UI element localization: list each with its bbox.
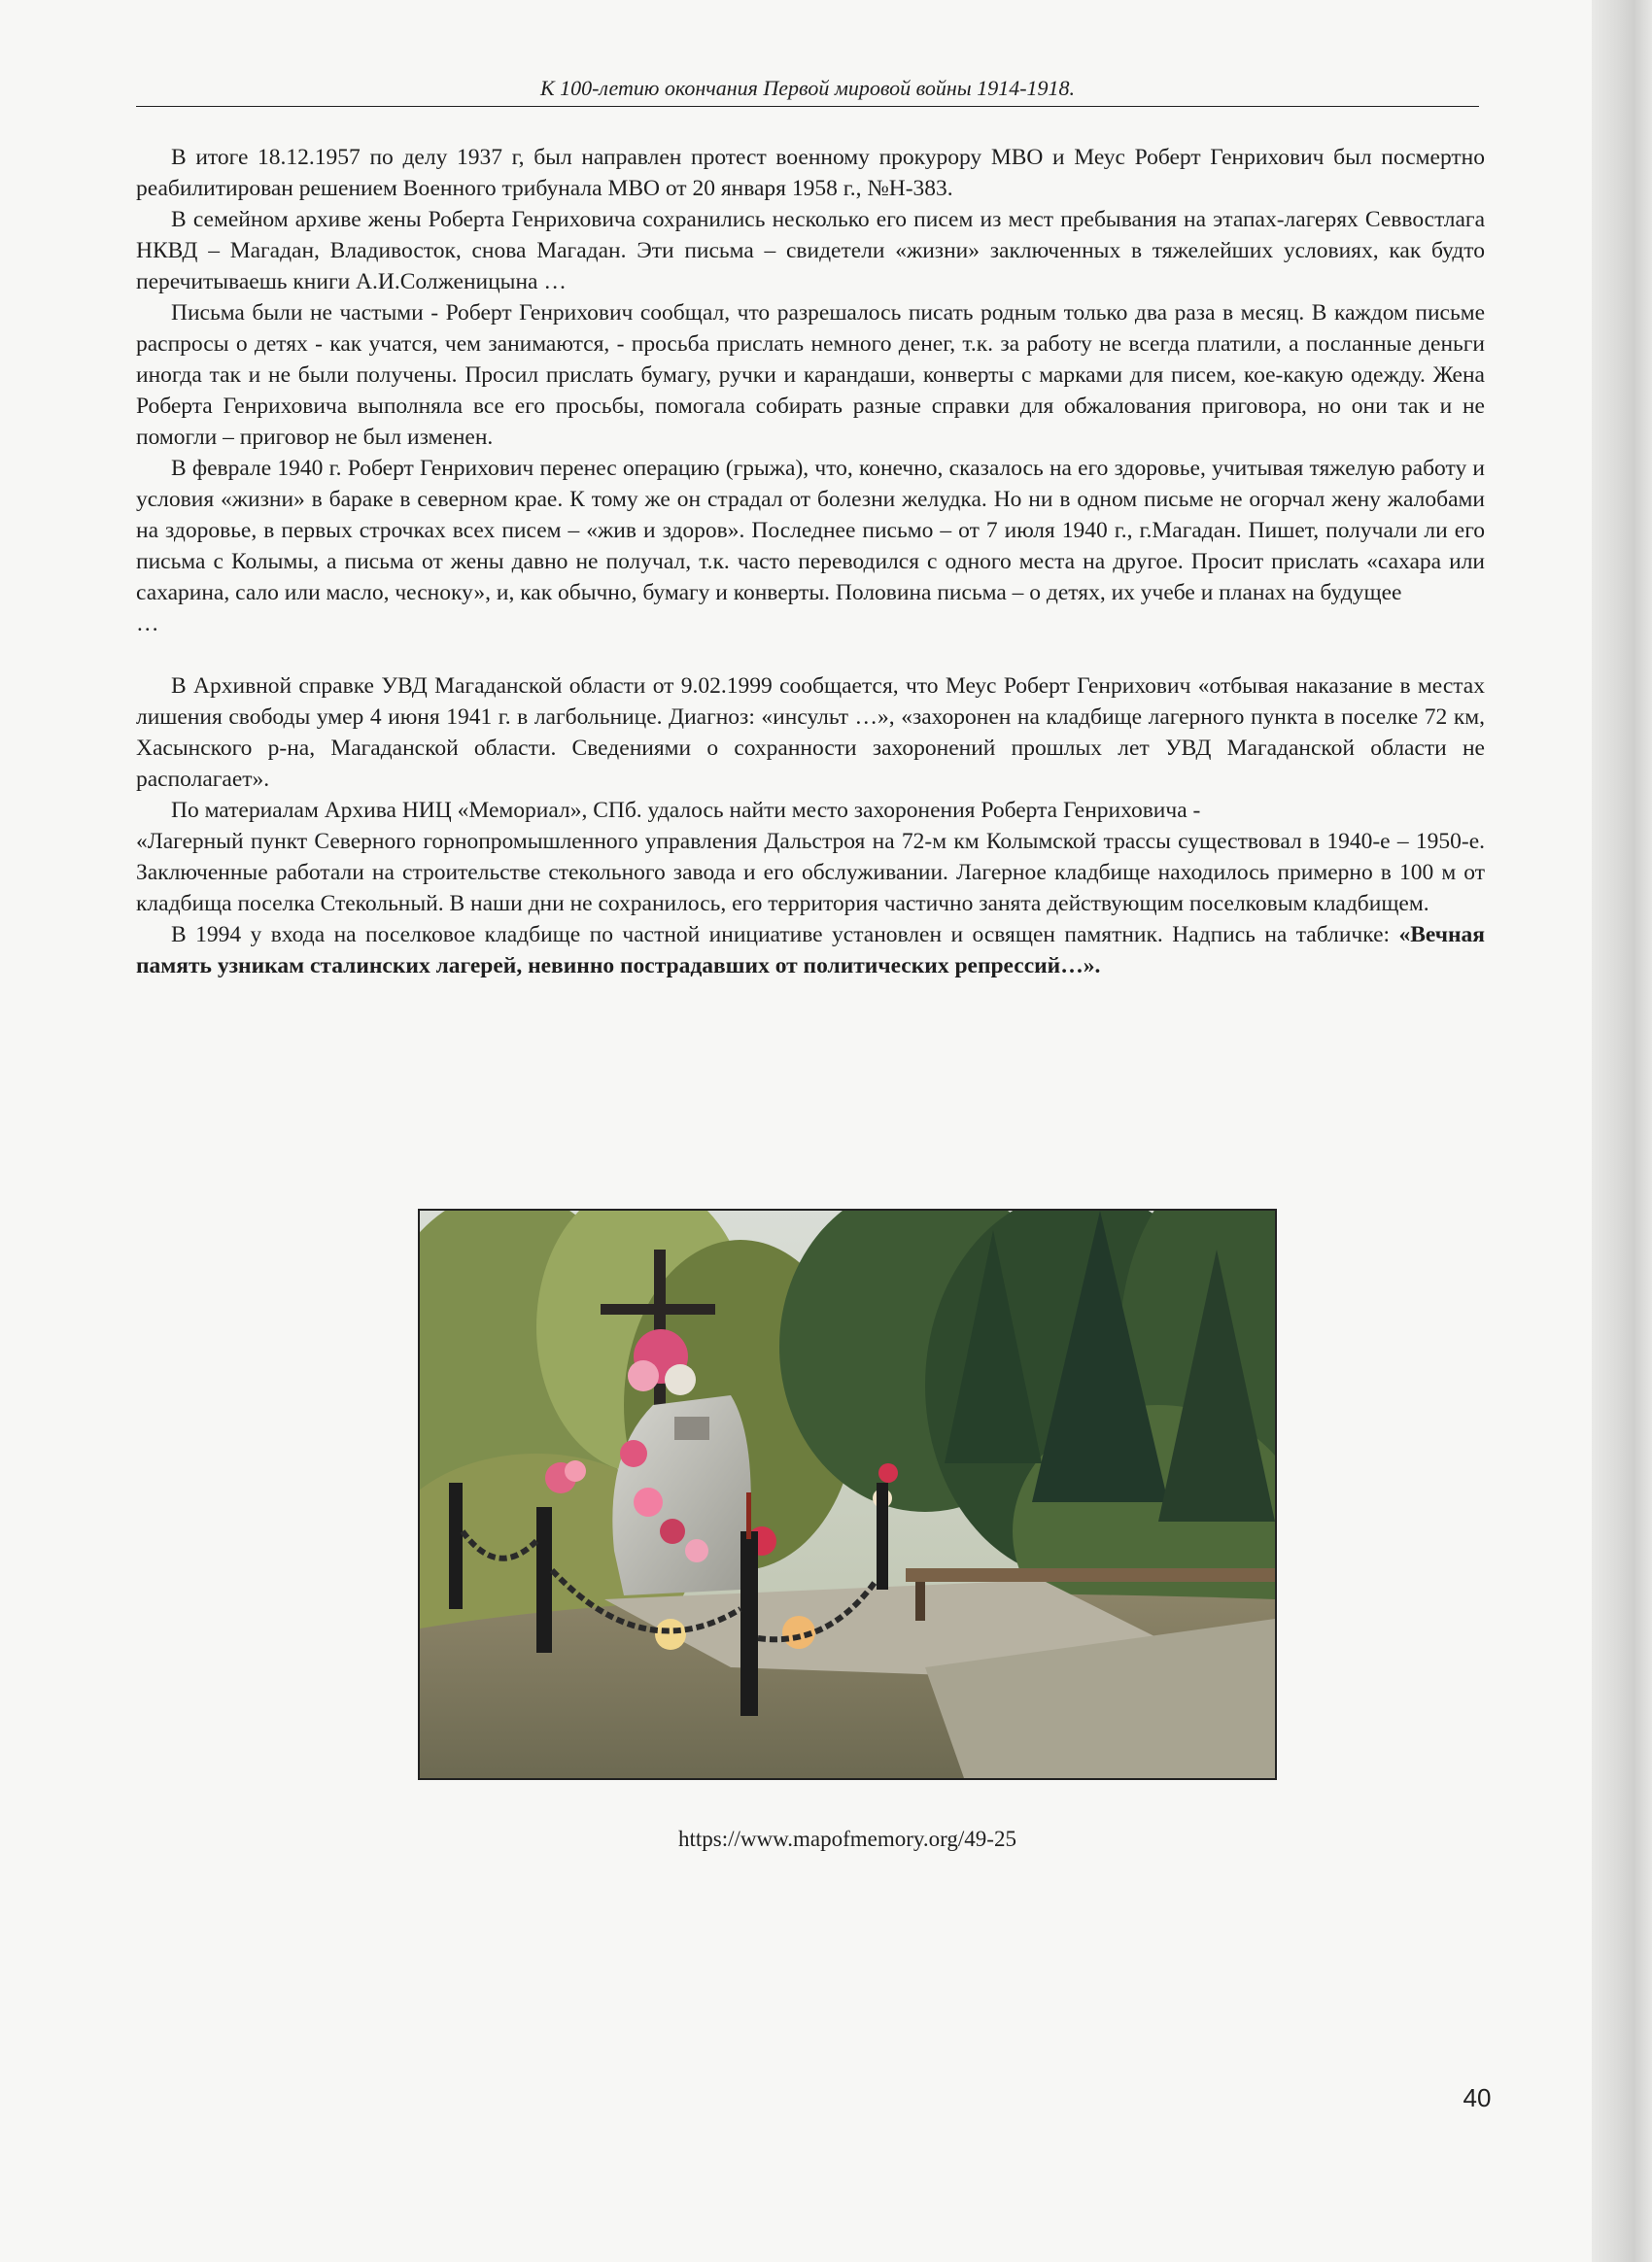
page-header [136, 74, 1479, 103]
page-edge-shadow [1592, 0, 1652, 2262]
photo-caption-url [418, 1825, 1277, 1854]
header-title: К 100-летию окончания Первой мировой войны 1914-1918. [539, 76, 1076, 100]
paragraph-quote: «Лагерный пункт Северного горнопромышленного управления Дальстроя на 72-м км Колымской трассы существовал в 1940-е – 1950-е. Заключенные работали на строительстве стекольного завода и его обслуживании. Лагерное кладбище находилось примерно в 100 м от кладбища поселка Стекольный. В наши дни не сохранилось, его территория частично занята действующим поселковым кладбищем. [136, 829, 1485, 916]
paragraph: В феврале 1940 г. Роберт Генрихович перенес операцию (грыжа), что, конечно, сказалось на его здоровье, учитывая тяжелую работу и условия «жизни» в бараке в северном крае. К тому же он страдал от болезни желудка. Но ни в одном письме не огорчал жену жалобами на здоровье, в первых строчках всех писем – «жив и здоров». Последнее письмо – от 7 июля 1940 г., г.Магадан. Пишет, получали ли его письма с Колымы, а письма от жены давно не получал, т.к. часто переводился с одного места на другое. Просит прислать «сахара или сахарина, сало или масло, чесноку», и, как обычно, бумагу и конверты. Половина письма – о детях, их учебе и планах на будущее [136, 456, 1485, 605]
page-number: 40 [1463, 2083, 1492, 2112]
paragraph-spacer [136, 639, 1485, 670]
memorial-photo-illustration [420, 1211, 1275, 1778]
inscription-intro: В 1994 у входа на поселковое кладбище по частной инициативе установлен и освящен памятник. Надпись на табличке: [171, 922, 1391, 947]
paragraph: Письма были не частыми - Роберт Генрихович сообщал, что разрешалось писать родным только два раза в месяц. В каждом письме распросы о детях - как учатся, чем занимаются, - просьба прислать немного денег, т.к. за работу не всегда платили, а посланные деньги иногда так и не были получены. Просил прислать бумагу, ручки и карандаши, конверты с марками для писем, кое-какую одежду. Жена Роберта Генриховича выполняла все его просьбы, помогала собирать разные справки для обжалования приговора, но они так и не помогли – приговор не был изменен. [136, 300, 1485, 450]
paragraph-ellipsis: … [136, 611, 159, 636]
paragraph: В Архивной справке УВД Магаданской области от 9.02.1999 сообщается, что Меус Роберт Генрихович «отбывая наказание в местах лишения свободы умер 4 июня 1941 г. в лагбольнице. Диагноз: «инсульт …», «захоронен на кладбище лагерного пункта в поселке 72 км, Хасынского р-на, Магаданской области. Сведениями о сохранности захоронений прошлых лет УВД Магаданской области не располагает». [136, 673, 1485, 792]
inscription-text: «Вечная память узникам сталинских лагерей, невинно пострадавших от политических репрессий…». [136, 922, 1485, 978]
paragraph: В итоге 18.12.1957 по делу 1937 г, был направлен протест военному прокурору МВО и Меус Роберт Генрихович был посмертно реабилитирован решением Военного трибунала МВО от 20 января 1958 г., №Н-383. [136, 145, 1485, 201]
caption-link: https://www.mapofmemory.org/49-25 [678, 1827, 1016, 1851]
memorial-photo [418, 1209, 1277, 1780]
paragraph: По материалам Архива НИЦ «Мемориал», СПб. удалось найти место захоронения Роберта Генриховича - [171, 798, 1201, 823]
paragraph: В семейном архиве жены Роберта Генриховича сохранились несколько его писем из мест пребывания на этапах-лагерях Севвостлага НКВД – Магадан, Владивосток, снова Магадан. Эти письма – свидетели «жизни» заключенных в тяжелейших условиях, как будто перечитываешь книги А.И.Солженицына … [136, 207, 1485, 294]
article-body [136, 142, 1485, 981]
paragraph-inscription [136, 919, 1485, 981]
header-rule [136, 106, 1479, 107]
